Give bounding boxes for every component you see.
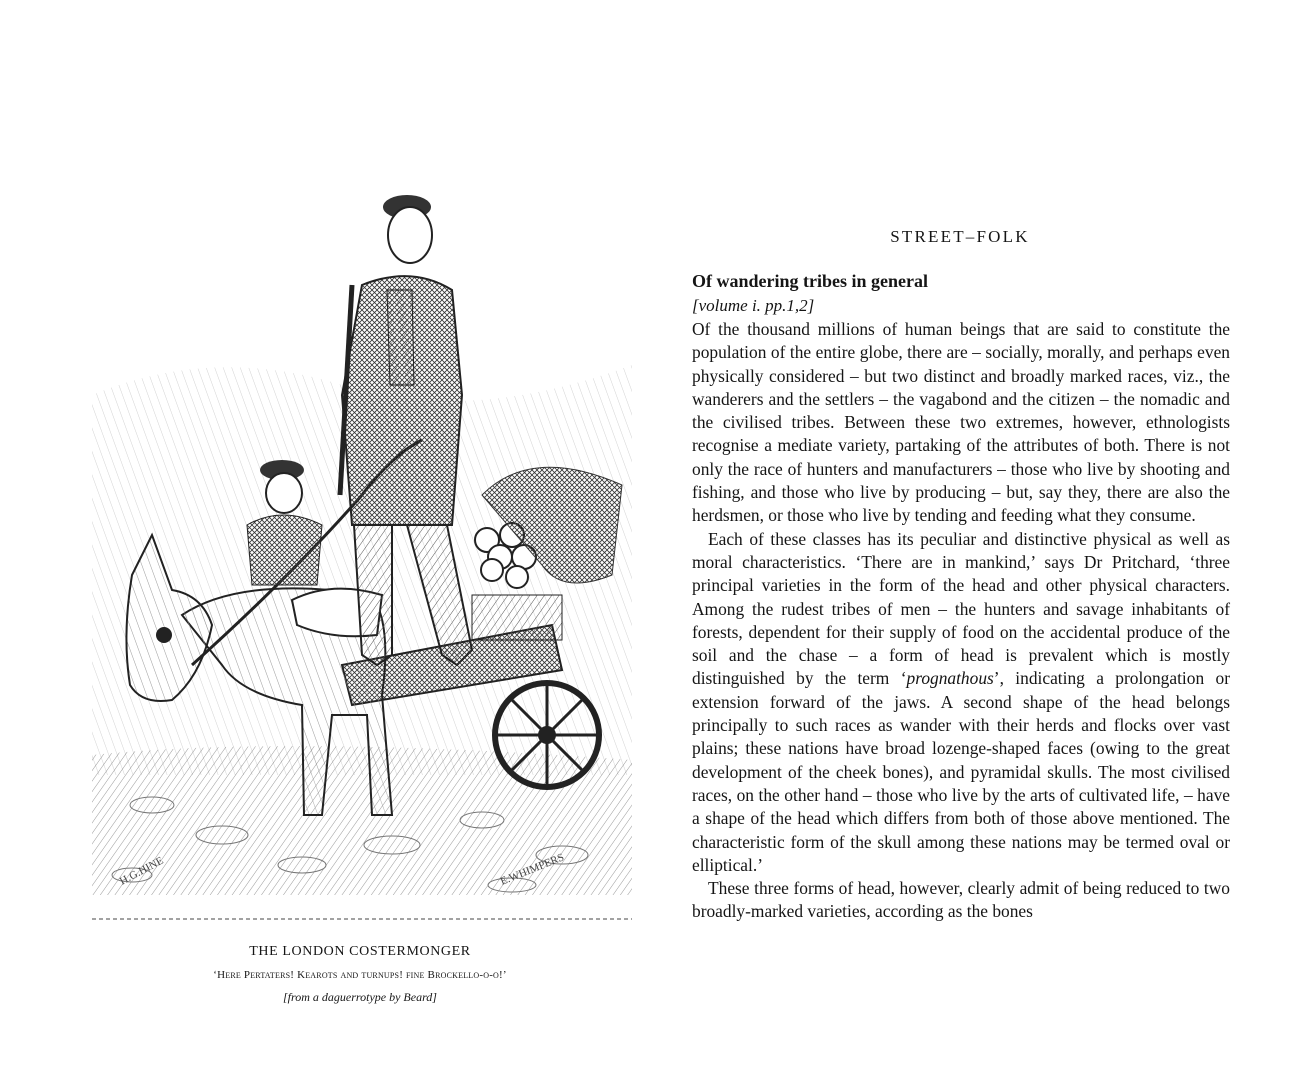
paragraph-2-term: prognathous: [906, 668, 994, 689]
paragraph-2: [692, 528, 1230, 877]
volume-reference: [volume i. pp.1,2]: [692, 296, 815, 315]
paragraph-1: Of the thousand millions of human beings that are said to constitute the population of the entire globe, there are – socially, morally, and perhaps even physically considered – but two distinct and broadly marked races, viz., the wanderers and the settlers – the vagabond and the citizen – the nomadic and the civilised tribes. Between these two extremes, however, ethnologists recognise a mediate variety, partaking of the attributes of both. There is not only the race of hunters and manufacturers – those who live by shooting and fishing, and those who live by producing – but, say they, there are also the herdsmen, or those who live by tending and feeding what they consume.: [692, 319, 1230, 526]
figure-caption-title: THE LONDON COSTERMONGER: [249, 944, 471, 959]
section-title: Of wandering tribes in general: [692, 271, 928, 291]
costermonger-engraving: [92, 195, 632, 930]
figure-caption-quote: ‘Here Pertaters! Kearots and turnups! fine Brockello-o-o!’: [213, 969, 507, 981]
paragraph-2-start: Each of these classes has its peculiar and distinctive physical as well as moral characteristics. ‘There are in mankind,’ says Dr Pritchard, ‘three principal varieties in the form of the head and other physical characters. Among the rudest tribes of men – the hunters and savage inhabitants of forests, dependent for their supply of food on the accidental produce of the soil and the chase – a form of head is prevalent which is mostly distinguished by the term ‘: [692, 528, 1230, 689]
running-head: STREET–FOLK: [890, 227, 1030, 246]
engraver-signature-right: E.WHIMPERS: [498, 851, 566, 888]
paragraph-3: These three forms of head, however, clearly admit of being reduced to two broadly-marked varieties, according as the bones: [692, 878, 1230, 922]
engraver-signature-left: H.G.HINE: [117, 854, 166, 888]
paragraph-2-end: ’, indicating a prolongation or extension forward of the jaws. A second shape of the head belongs principally to such races as wander with their herds and flocks over vast plains; these nations have broad lozenge-shaped faces (owing to the great development of the cheek bones), and pyramidal skulls. The most civilised races, on the other hand – those who live by the arts of cultivated life, – have a shape of the head which differs from both of those above mentioned. The characteristic form of the skull among these nations may be termed oval or elliptical.’: [692, 668, 1230, 875]
body-text: [692, 318, 1230, 924]
right-page: [660, 0, 1316, 1080]
engraving-illustration: [92, 195, 632, 930]
figure-caption-source: [from a daguerrotype by Beard]: [283, 990, 437, 1004]
